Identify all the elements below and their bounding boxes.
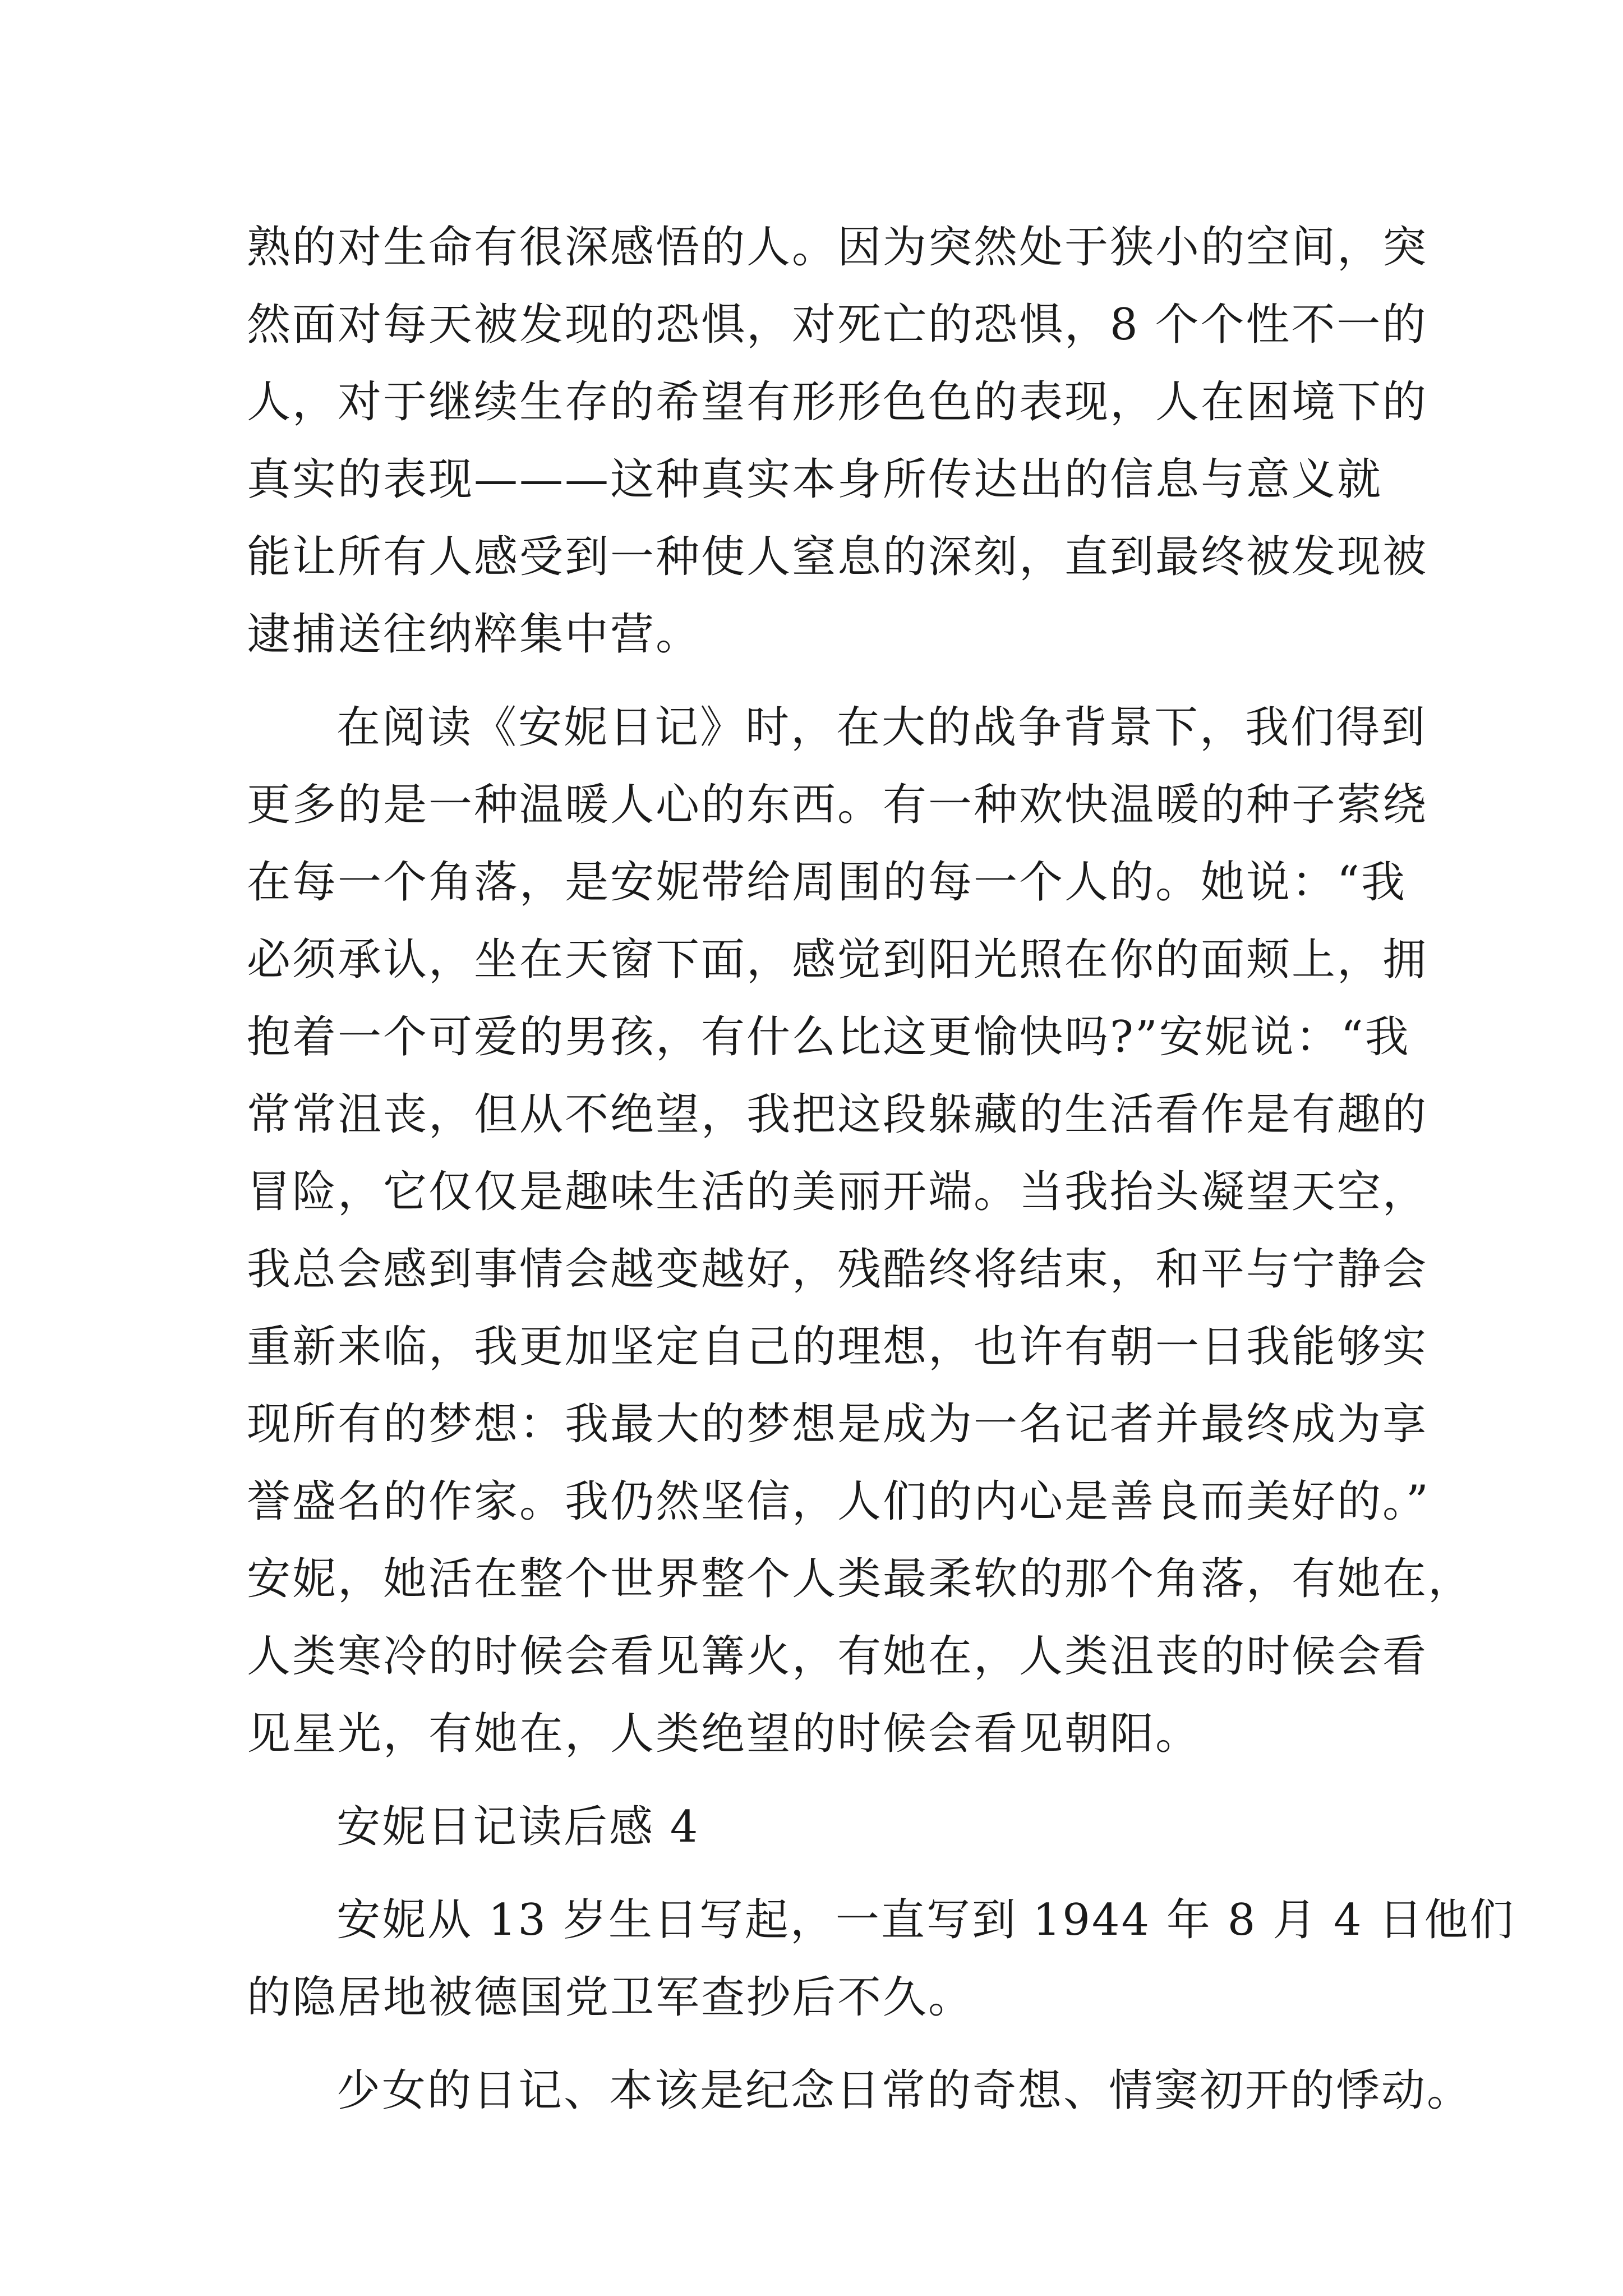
text-line: 安妮，她活在整个世界整个人类最柔软的那个角落，有她在， [247, 1554, 1474, 1604]
text-line: 在每一个角落，是安妮带给周围的每一个人的。她说：“我 [247, 857, 1407, 908]
paragraph [247, 209, 1428, 673]
text-line: 誉盛名的作家。我仍然坚信，人们的内心是善良而美好的。” [247, 1476, 1430, 1527]
section-heading [247, 1788, 1377, 1866]
text-line: 人，对于继续生存的希望有形形色色的表现，人在困境下的 [247, 377, 1428, 427]
section-heading-text: 安妮日记读后感 4 [336, 1802, 700, 1852]
paragraph [247, 2052, 1473, 2129]
text-line: 然面对每天被发现的恐惧，对死亡的恐惧，8 个个性不一的 [247, 300, 1428, 350]
text-line: 的隐居地被德国党卫军查抄后不久。 [247, 1972, 974, 2023]
paragraph [247, 689, 1474, 1773]
text-line: 重新来临，我更加坚定自己的理想，也许有朝一日我能够实 [247, 1322, 1428, 1372]
text-line: 我总会感到事情会越变越好，残酷终将结束，和平与宁静会 [247, 1244, 1428, 1295]
text-line: 真实的表现———这种真实本身所传达出的信息与意义就 [247, 454, 1383, 505]
text-line: 更多的是一种温暖人心的东西。有一种欢快温暖的种子萦绕 [247, 780, 1428, 830]
text-line: 常常沮丧，但从不绝望，我把这段躲藏的生活看作是有趣的 [247, 1089, 1428, 1140]
paragraph [247, 1881, 1515, 2036]
text-line: 必须承认，坐在天窗下面，感觉到阳光照在你的面颊上，拥 [247, 935, 1428, 985]
text-line: 逮捕送往纳粹集中营。 [247, 609, 702, 660]
text-line: 在阅读《安妮日记》时，在大的战争背景下，我们得到 [336, 702, 1427, 753]
text-line: 安妮从 13 岁生日写起，一直写到 1944 年 8 月 4 日他们 [336, 1895, 1515, 1945]
text-line: 熟的对生命有很深感悟的人。因为突然处于狭小的空间，突 [247, 222, 1428, 273]
text-line: 现所有的梦想：我最大的梦想是成为一名记者并最终成为享 [247, 1399, 1428, 1450]
text-line: 能让所有人感受到一种使人窒息的深刻，直到最终被发现被 [247, 532, 1428, 582]
text-line: 少女的日记、本该是纪念日常的奇想、情窦初开的悸动。 [336, 2065, 1473, 2116]
text-line: 人类寒冷的时候会看见篝火，有她在，人类沮丧的时候会看 [247, 1631, 1428, 1682]
body-text [247, 209, 1515, 2129]
text-line: 冒险，它仅仅是趣味生活的美丽开端。当我抬头凝望天空， [247, 1167, 1428, 1217]
text-line: 抱着一个可爱的男孩，有什么比这更愉快吗?”安妮说：“我 [247, 1012, 1410, 1062]
text-line: 见星光，有她在，人类绝望的时候会看见朝阳。 [247, 1709, 1201, 1759]
